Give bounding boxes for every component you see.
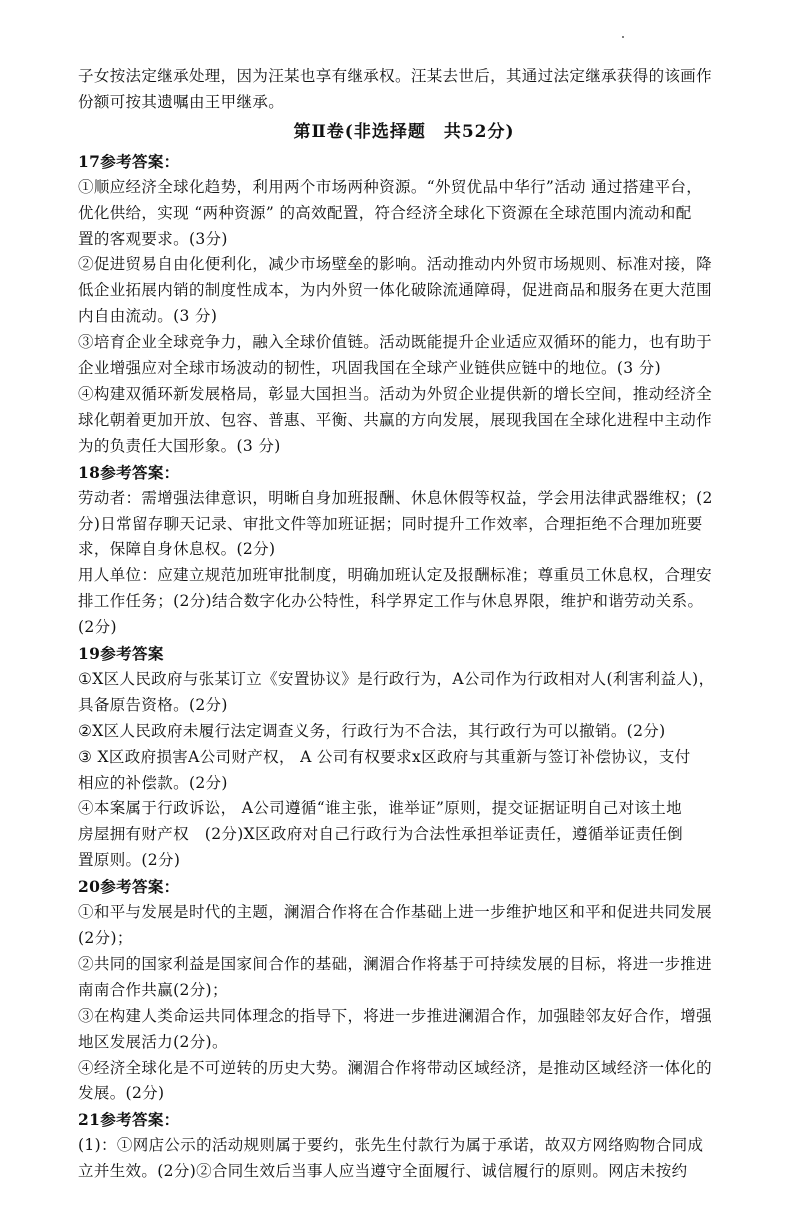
answer-line: 劳动者：需增强法律意识，明晰自身加班报酬、休息休假等权益，学会用法律武器维权；(2: [78, 488, 713, 507]
answer-line: 低企业拓展内销的制度性成本，为内外贸一体化破除流通障碍，促进商品和服务在更大范围: [78, 281, 713, 300]
answer-line: (1)：①网店公示的活动规则属于要约，张先生付款行为属于承诺，故双方网络购物合同成: [78, 1136, 704, 1155]
answer-18: [78, 460, 730, 641]
answer-line: ④构建双循环新发展格局，彰显大国担当。活动为外贸企业提供新的增长空间，推动经济全: [78, 384, 713, 403]
answer-line: 球化朝着更加开放、包容、普惠、平衡、共赢的方向发展，展现我国在全球化进程中主动作: [78, 410, 713, 429]
answer-line: 南南合作共赢(2分)；: [78, 980, 228, 999]
answer-line: 立并生效。(2分)②合同生效后当事人应当遵守全面履行、诚信履行的原则。网店未按约: [78, 1162, 688, 1181]
answer-line: ③在构建人类命运共同体理念的指导下，将进一步推进澜湄合作，加强睦邻友好合作，增强: [78, 1006, 713, 1025]
answer-line: ①顺应经济全球化趋势，利用两个市场两种资源。“外贸优品中华行”活动 通过搭建平台，: [78, 177, 703, 196]
answer-line: 置原则。(2分): [78, 851, 181, 870]
answer-19: [78, 641, 730, 874]
intro-line: 子女按法定继承处理，因为汪某也享有继承权。汪某去世后，其通过法定继承获得的该画作: [78, 67, 713, 85]
question-heading: 18参考答案：: [78, 462, 180, 482]
answer-line: ③培育企业全球竞争力，融入全球价值链。活动既能提升企业适应双循环的能力，也有助于: [78, 333, 713, 352]
question-heading: 21参考答案：: [78, 1110, 180, 1130]
answer-line: ②共同的国家利益是国家间合作的基础，澜湄合作将基于可持续发展的目标，将进一步推进: [78, 954, 713, 973]
answer-line: 为的负责任大国形象。(3 分): [78, 436, 281, 455]
answer-20: [78, 874, 730, 1107]
answer-line: 置的客观要求。(3分): [78, 229, 228, 248]
answer-line: (2分)；: [78, 929, 133, 947]
section-title: 第Ⅱ卷(非选择题 共52分): [293, 121, 515, 142]
answer-line: ①X区人民政府与张某订立《安置协议》是行政行为，A公司作为行政相对人(利害利益人)，: [78, 669, 715, 688]
answer-line: ①和平与发展是时代的主题，澜湄合作将在合作基础上进一步维护地区和平和促进共同发展: [78, 903, 713, 922]
answer-line: 用人单位：应建立规范加班审批制度，明确加班认定及报酬标准；尊重员工休息权，合理安: [78, 566, 713, 585]
answer-line: ④经济全球化是不可逆转的历史大势。澜湄合作将带动区域经济，是推动区域经济一体化的: [78, 1058, 713, 1077]
intro-line: 份额可按其遗嘱由王甲继承。: [78, 92, 285, 111]
answer-line: 优化供给，实现 “两种资源” 的高效配置，符合经济全球化下资源在全球范围内流动和配: [78, 203, 692, 222]
answer-line: 房屋拥有财产权 (2分)X区政府对自己行政行为合法性承担举证责任，遵循举证责任倒: [78, 825, 683, 844]
answer-line: 地区发展活力(2分)。: [78, 1032, 228, 1051]
question-heading: 19参考答案: [78, 644, 164, 664]
answer-17: [78, 149, 730, 460]
answer-line: ②促进贸易自由化便利化，减少市场壁垒的影响。活动推动内外贸市场规则、标准对接，降: [78, 255, 713, 274]
answer-line: ③ X区政府损害A公司财产权， A 公司有权要求x区政府与其重新与签订补偿协议，支付: [78, 747, 691, 766]
answer-line: 排工作任务；(2分)结合数字化办公特性，科学界定工作与休息界限，维护和谐劳动关系。: [78, 592, 704, 611]
answer-line: 具备原告资格。(2分): [78, 695, 228, 714]
answer-line: (2分): [78, 618, 117, 637]
answer-line: 分)日常留存聊天记录、审批文件等加班证据；同时提升工作效率，合理拒绝不合理加班要: [78, 514, 703, 533]
answer-line: ④本案属于行政诉讼， A公司遵循“谁主张，谁举证”原则，提交证据证明自己对该土地: [78, 799, 682, 818]
scan-speck: [622, 36, 624, 38]
answer-line: ②X区人民政府未履行法定调查义务，行政行为不合法，其行政行为可以撤销。(2分): [78, 721, 666, 740]
answer-line: 企业增强应对全球市场波动的韧性，巩固我国在全球产业链供应链中的地位。(3 分): [78, 359, 662, 378]
answer-line: 求，保障自身休息权。(2分): [78, 540, 276, 559]
question-heading: 17参考答案：: [78, 151, 180, 171]
answer-21: [78, 1107, 730, 1185]
question-heading: 20参考答案：: [78, 877, 180, 897]
answer-line: 发展。(2分): [78, 1084, 165, 1103]
answer-line: 相应的补偿款。(2分): [78, 773, 228, 792]
answer-document: [78, 64, 730, 1185]
answer-line: 内自由流动。(3 分): [78, 307, 218, 326]
